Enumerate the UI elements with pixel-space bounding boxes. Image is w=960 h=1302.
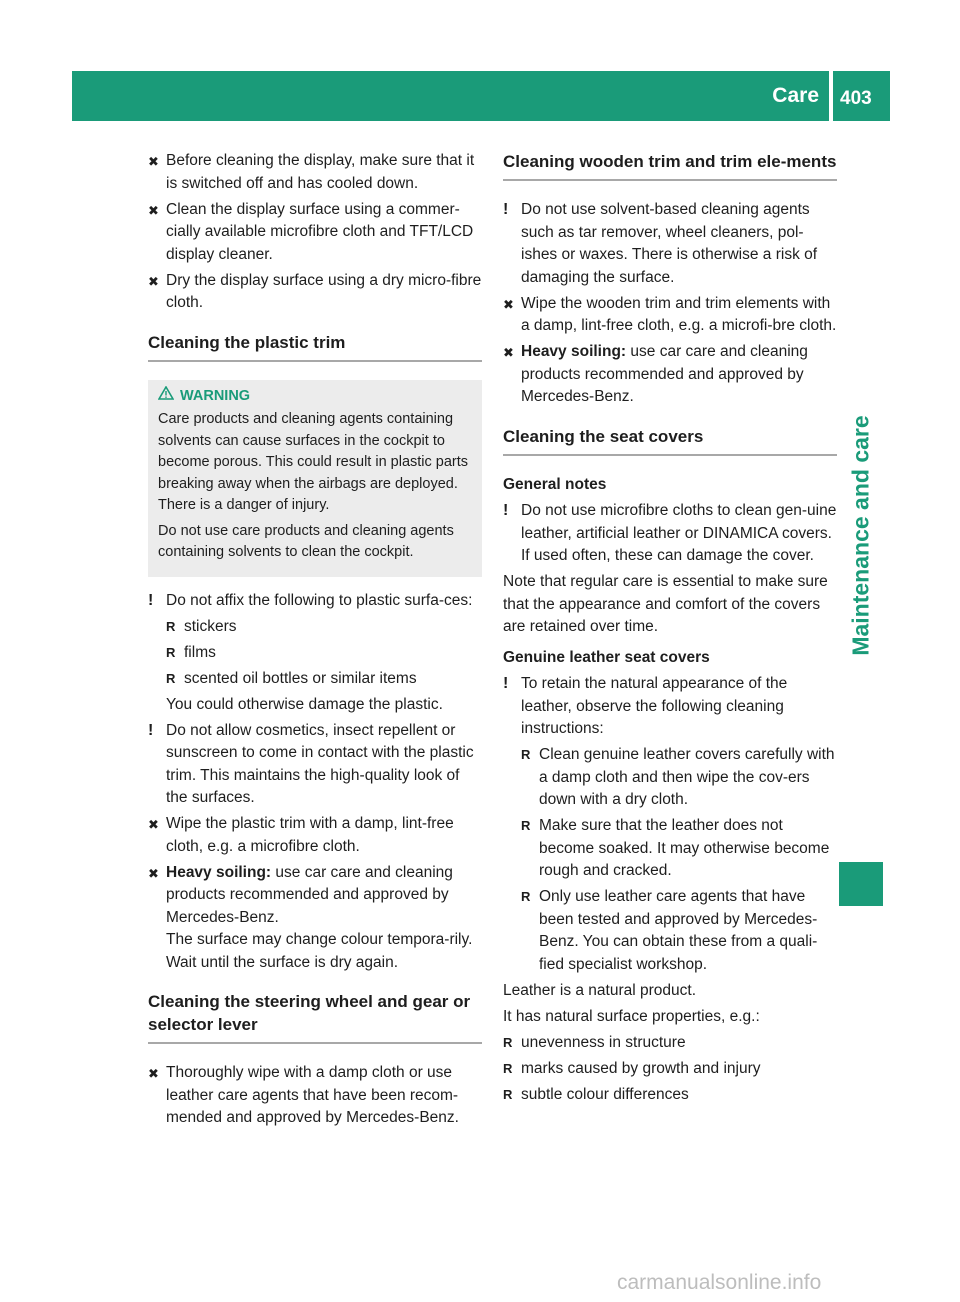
list-item-text: Make sure that the leather does not become soaked. It may otherwise become rough and cracked. xyxy=(539,817,830,879)
list-item-text: films xyxy=(184,643,216,661)
exclamation-icon: ! xyxy=(503,675,509,692)
step-arrow-icon: ✖ xyxy=(148,817,159,832)
list-item xyxy=(521,744,837,812)
paragraph: It has natural surface properties, e.g.: xyxy=(503,1007,760,1025)
list-item-text: Clean genuine leather covers carefully with a damp cloth and then wipe the cov-ers down with a dry cloth. xyxy=(539,746,835,808)
step-text: Before cleaning the display, make sure that it is switched off and has cooled down. xyxy=(166,152,475,192)
note-followup: You could otherwise damage the plastic. xyxy=(166,695,443,713)
warning-text: Care products and cleaning agents containing solvents can cause surfaces in the cockpit to become porous. This could result in plastic parts breaking away when the airbags are deployed. There is a danger of injury. xyxy=(158,411,469,513)
step-arrow-icon: ✖ xyxy=(148,865,159,881)
list-item xyxy=(521,815,837,883)
r-bullet-icon: R xyxy=(503,1060,513,1076)
list-item-text: marks caused by growth and injury xyxy=(521,1059,761,1077)
side-section-label xyxy=(839,390,883,680)
list-item-text: unevenness in structure xyxy=(521,1033,686,1051)
step-arrow-icon: ✖ xyxy=(148,273,159,289)
list-item-text: scented oil bottles or similar items xyxy=(184,669,417,687)
warning-title xyxy=(158,386,474,408)
r-bullet-icon: R xyxy=(166,670,176,686)
header-bar xyxy=(72,71,890,121)
step-item xyxy=(148,150,482,195)
step-item xyxy=(503,341,837,409)
list-item xyxy=(166,642,482,665)
step-item xyxy=(148,199,482,267)
step-text: Dry the display surface using a dry micro-fibre cloth. xyxy=(166,271,482,311)
step-arrow-icon: ✖ xyxy=(148,154,159,169)
side-section-text: Maintenance and care xyxy=(847,414,874,656)
list-item xyxy=(503,1058,837,1081)
step-arrow-icon: ✖ xyxy=(503,296,514,312)
r-bullet-icon: R xyxy=(521,818,531,833)
note-text: Do not allow cosmetics, insect repellent or sunscreen to come in contact with the plastic trim. This maintains the high-quality look of the surfaces. xyxy=(166,721,474,806)
note-item xyxy=(148,720,482,810)
note-item xyxy=(148,590,482,613)
r-bullet-icon: R xyxy=(503,1086,513,1102)
exclamation-icon: ! xyxy=(503,201,509,218)
list-item-text: subtle colour differences xyxy=(521,1085,689,1103)
exclamation-icon: ! xyxy=(148,721,154,739)
chapter-title: Care xyxy=(772,84,819,107)
step-item xyxy=(503,293,837,338)
step-arrow-icon: ✖ xyxy=(148,1066,159,1081)
list-item xyxy=(503,1084,837,1107)
step-text: Thoroughly wipe with a damp cloth or use leather care agents that have been recom-mended and approved by Mercedes-Benz. xyxy=(166,1064,459,1126)
bullet-list xyxy=(503,1032,837,1107)
r-bullet-icon: R xyxy=(521,889,531,904)
warning-title-text: WARNING xyxy=(180,387,251,404)
list-item xyxy=(166,668,482,691)
step-text: Wipe the plastic trim with a damp, lint-free cloth, e.g. a microfibre cloth. xyxy=(166,815,454,855)
step-text: use car care and cleaning products recommended and approved by Mercedes-Benz. xyxy=(166,863,453,926)
side-tab-marker xyxy=(839,862,883,906)
step-item xyxy=(148,862,482,975)
note-item xyxy=(503,199,837,289)
list-item-text: Only use leather care agents that have been tested and approved by Mercedes-Benz. You can obtain these from a quali-fied specialist workshop. xyxy=(539,888,818,973)
r-bullet-icon: R xyxy=(503,1034,513,1050)
note-item xyxy=(503,500,837,568)
paragraph: Note that regular care is essential to make sure that the appearance and comfort of the covers are retained over time. xyxy=(503,573,828,635)
section-heading-steering: Cleaning the steering wheel and gear or selector lever xyxy=(148,990,482,1044)
step-text: Wipe the wooden trim and trim elements with a damp, lint-free cloth, e.g. a microfi-bre cloth. xyxy=(521,294,837,334)
page-number: 403 xyxy=(840,88,872,109)
step-text: Clean the display surface using a commer-cially available microfibre cloth and TFT/LCD display cleaner. xyxy=(166,200,474,263)
subheading-general: General notes xyxy=(503,475,607,493)
section-heading-seat: Cleaning the seat covers xyxy=(503,425,837,456)
watermark: carmanualsonline.info xyxy=(617,1271,822,1294)
step-arrow-icon: ✖ xyxy=(503,345,514,360)
step-item xyxy=(148,813,482,858)
step-item xyxy=(148,1062,482,1130)
note-text: To retain the natural appearance of the leather, observe the following cleaning instructions: xyxy=(521,675,788,737)
step-extra-text: The surface may change colour tempora-rily. Wait until the surface is dry again. xyxy=(166,931,473,971)
list-item xyxy=(166,616,482,639)
bullet-list xyxy=(503,744,837,976)
warning-box xyxy=(148,380,482,577)
header-divider xyxy=(829,71,833,121)
bullet-list xyxy=(148,616,482,691)
step-text: use car care and cleaning products recommended and approved by Mercedes-Benz. xyxy=(521,343,808,405)
list-item-text: stickers xyxy=(184,617,237,635)
r-bullet-icon: R xyxy=(166,618,176,634)
step-item xyxy=(148,270,482,315)
warning-triangle-icon xyxy=(158,386,180,408)
list-item xyxy=(503,1032,837,1055)
note-text: Do not use solvent-based cleaning agents such as tar remover, wheel cleaners, pol-ishes or waxes. There is otherwise a risk of damaging the surface. xyxy=(521,201,818,286)
left-column xyxy=(148,150,482,1133)
heavy-soiling-label: Heavy soiling: xyxy=(521,343,627,360)
note-item xyxy=(503,673,837,741)
heavy-soiling-label: Heavy soiling: xyxy=(166,863,272,881)
r-bullet-icon: R xyxy=(521,747,531,762)
note-text: Do not use microfibre cloths to clean gen-uine leather, artificial leather or DINAMICA covers. If used often, these can damage the cover. xyxy=(521,502,837,564)
paragraph: Leather is a natural product. xyxy=(503,981,697,999)
step-arrow-icon: ✖ xyxy=(148,202,159,218)
exclamation-icon: ! xyxy=(148,591,154,609)
section-heading-plastic: Cleaning the plastic trim xyxy=(148,331,482,362)
right-column xyxy=(503,150,837,1110)
note-text: Do not affix the following to plastic surfa-ces: xyxy=(166,591,473,609)
warning-text: Do not use care products and cleaning agents containing solvents to clean the cockpit. xyxy=(158,522,454,560)
exclamation-icon: ! xyxy=(503,502,509,519)
subheading-genuine-leather: Genuine leather seat covers xyxy=(503,648,710,666)
section-heading-wooden: Cleaning wooden trim and trim ele-ments xyxy=(503,150,837,181)
list-item xyxy=(521,886,837,976)
r-bullet-icon: R xyxy=(166,644,176,660)
